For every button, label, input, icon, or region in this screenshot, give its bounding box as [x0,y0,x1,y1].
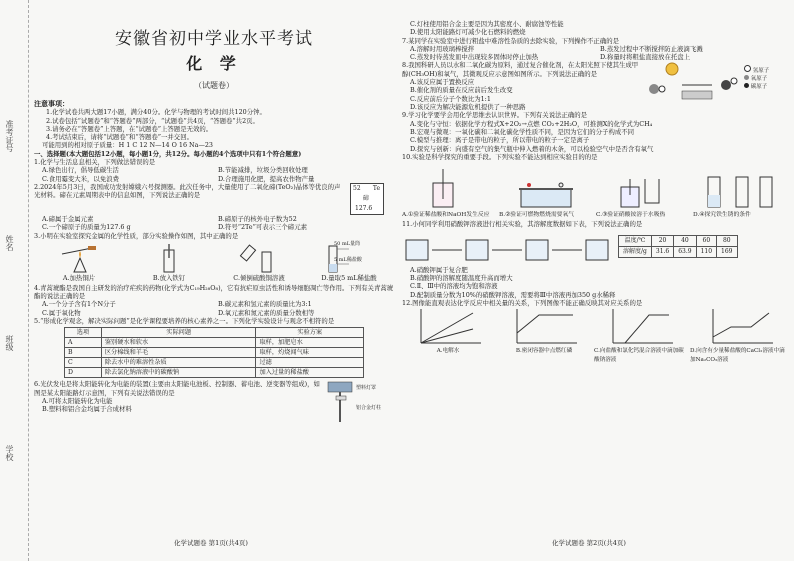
cylinder-label-top: 50 mL量筒 [334,240,361,247]
q3-figure-b [124,242,214,282]
q1-options [34,166,394,183]
table-row [65,348,364,358]
q10-options [402,211,790,219]
q9-option-c: C.模型与推理：离子是带电的粒子，所以带电的粒子一定是离子 [410,136,590,145]
q3-caption-a: A.加热铜片 [62,273,96,282]
atomic-masses: 可能用到的相对原子质量：H 1 C 12 N—14 O 16 Na—23 [42,141,213,150]
table-cell: A [65,338,102,348]
table-cell: 取样，灼烧闻气味 [256,348,364,358]
q3-figure-d [304,242,394,282]
section1-heading: 一、选择题(本大题包括12小题，每小题1分，共12分。每小题的4个选项中只有1个符合题意) [34,149,302,158]
page-footer-left: 化学试题卷 第1页(共4页) [174,538,248,547]
reaction-diagram [642,61,782,111]
element-symbol: Te [372,184,380,192]
table-row [65,338,364,348]
q5-table [64,327,364,378]
q12-graph-c [594,307,686,364]
q4-option-a: A.一个分子含有1个N分子 [42,300,116,309]
notice-item: 3.请务必在“答题卷”上答题，在“试题卷”上答题是无效的。 [46,124,213,133]
table-cell: 80 [717,236,737,247]
table-row [619,236,738,247]
q7-option-c: C.蒸发时待蒸发皿中出现较多固体时停止加热 [410,53,539,62]
question-11: 11.小何同学利用硝酸钾溶液进行相关实验，其溶解度数据如下表，下列说法正确的是 [402,219,643,228]
q3-caption-c: C.倾倒硫酸铜溶液 [233,273,285,282]
q11-figure-row [402,228,790,266]
table-cell: 169 [717,247,737,258]
combustion-drawing [513,169,583,209]
q4-option-c: C.属于氧化物 [42,308,81,317]
right-content [402,20,790,364]
table-row [65,358,364,368]
q1-option-c: C.食用霉变大米，以免浪费 [42,174,119,183]
table-cell: B [65,348,102,358]
solar-lamp-figure [324,380,384,422]
q8-option-b: B.催化剂的质量在反应前后发生改变 [410,86,513,95]
lamp-label-shade: 塑料灯罩 [356,385,377,392]
q8-option-c: C.反应前后分子个数比为1:1 [410,94,491,103]
q4-options [34,300,394,317]
right-column [402,0,790,561]
legend-oxygen: 氧原子 [744,75,769,83]
notice-heading: 注意事项： [34,99,69,108]
q5-header-option: 选项 [65,328,102,338]
iron-nail-drawing [144,244,194,274]
table-cell: 加入过量的稀盐酸 [256,368,364,378]
heating-copper-drawing [54,244,104,274]
legend-carbon: 碳原子 [744,83,769,91]
question-3: 3.小明在实验室探究金属的化学性质，部分实验操作如图，其中正确的是 [34,231,239,240]
q1-option-d: D.合理施用化肥，提高农作物产量 [218,174,315,183]
table-cell: 除去氯化钠溶液中的碳酸钠 [101,368,256,378]
q8-option-d: D.该反应为解决能源危机提供了一种思路 [410,102,526,111]
table-cell: 63.9 [674,247,696,258]
element-name: 碲 [363,194,370,202]
q10-figure-3 [596,163,693,209]
pouring-drawing [234,244,284,274]
q7-options [402,45,790,62]
question-2: 2.2024年5月3日，我国成功发射嫦娥六号探测器。此次任务中，大量使用了二氧化碲(TeO₂)晶体等优良的声光材料。碲在元素周期表中的信息如图，下列说法正确的是 [34,182,341,200]
q6-option-b: B.塑料和铝合金均属于合成材料 [42,405,132,414]
q3-figure-c [214,242,304,282]
question-9: 9.学习化学要学会用化学思维去认识世界。下列有关说法正确的是 [402,111,588,120]
q6-option-c: C.灯柱使用铝合金主要是因为其密度小、耐腐蚀等性能 [410,20,564,28]
q12-caption-c: C.向盐酸和氯化钙混合溶液中滴加碳酸钠溶液 [594,348,684,363]
lamp-label-pole: 铝合金灯柱 [356,405,382,412]
q10-option-b: B.②验证可燃物燃烧需要氧气 [499,212,575,219]
q9-option-a: A.变化与守恒：依据化学方程式X+2O₂→点燃 CO₂+2H₂O，可推测X的化学式为CH₄ [410,119,653,128]
question-8-wrap [402,61,790,111]
question-8-text [402,61,642,111]
beaker-drawing [421,169,481,209]
q3-figure-a [34,242,124,282]
q3-figures [34,242,394,282]
q5-header-plan: 实验方案 [256,328,364,338]
legend-hydrogen: 氢原子 [744,65,769,75]
table-cell: 110 [696,247,716,258]
question-10: 10.实验是科学探究的重要手段。下列实验不能达到相应实验目的的是 [402,152,598,161]
question-7: 7.某同学在实验室中进行粗盐中难溶性杂质的去除实验，下列操作不正确的是 [402,36,619,45]
table-cell: 溶解度/g [619,247,652,258]
table-cell: 温度/℃ [619,236,652,247]
page-footer-right: 化学试题卷 第2页(共4页) [552,538,626,547]
u-tube-drawing [615,169,675,209]
binding-label-id: 准考证号 [5,120,14,152]
q12-graph-d [690,307,790,364]
q11-option-a: A.硝酸钾属于复合肥 [410,265,468,274]
table-cell: 40 [674,236,696,247]
q7-option-d: D.称量时将粗盐直接放在托盘上 [600,53,691,62]
q2-options [34,215,394,232]
binding-label-class: 班级 [5,335,14,351]
binding-label-name: 姓名 [5,235,14,251]
question-6-text [34,380,324,422]
q10-figure-2 [499,163,596,209]
q11-option-d: D.配制质量分数为10%的硝酸钾溶液，需要将Ⅲ中溶液再加350 g水稀释 [410,290,616,299]
element-number: 52 [353,184,361,192]
q1-option-a: A.绿色出行，倡导低碳生活 [42,166,119,175]
element-tile [350,183,384,215]
solubility-table [618,235,738,258]
question-6-wrap [34,380,394,422]
q11-option-c: C.Ⅱ、Ⅲ中的溶液均为饱和溶液 [410,282,498,291]
table-cell: D [65,368,102,378]
q12-graph-a [402,307,494,364]
q2-option-c: C.一个碲原子的质量为127.6 g [42,223,131,232]
graph-b-drawing [509,307,579,347]
q12-graph-b [498,307,590,364]
table-cell: 鉴别硬水和软水 [101,338,256,348]
q9-option-d: D.探究与创新：向盛有空气的集气瓶中伸入燃着的木条，可以检验空气中是否含有氧气 [410,144,654,153]
q2-option-a: A.碲属于金属元素 [42,214,94,223]
table-cell: 取样，加肥皂水 [256,338,364,348]
exam-subject: 化 学 [186,54,242,73]
notice-block [34,100,394,422]
q10-figure-4 [693,163,790,209]
q4-option-b: B.碳元素和氢元素的质量比为3:1 [218,300,312,309]
q12-graphs [402,307,790,364]
dissolution-process-drawing [402,230,612,264]
reaction-legend [744,65,769,91]
q5-header-problem: 实际问题 [101,328,256,338]
q7-option-a: A.溶解时用玻璃棒搅拌 [410,44,475,53]
q3-caption-b: B.放入铁钉 [152,273,186,282]
left-column [34,0,394,561]
q2-option-d: D.符号“2Te”可表示三个碲元素 [218,223,307,232]
exam-subject-note: （试题卷） [194,81,234,90]
table-cell: 60 [696,236,716,247]
table-cell: 20 [651,236,673,247]
q9-option-b: B.宏观与微观：一氧化碳和二氧化碳化学性质不同，是因为它们的分子构成不同 [410,128,635,137]
notice-item: 1.化学试卷共两大题17小题，满分40分。化学与物理的考试时间共120分钟。 [46,108,266,117]
graph-d-drawing [705,307,775,347]
notice-item: 2.试卷包括“试题卷”和“答题卷”两部分，“试题卷”共4页，“答题卷”共2页。 [46,116,259,125]
q12-caption-b: B.密闭容器中点燃红磷 [515,348,573,355]
q7-option-b: B.蒸发过程中不断搅拌防止液滴飞溅 [600,44,703,53]
q4-option-d: D.氧元素和氮元素的质量分数相等 [218,308,315,317]
q10-option-a: A.①验证稀盐酸和NaOH发生反应 [402,212,490,219]
binding-strip [0,0,29,561]
question-1: 1.化学与生活息息相关，下列做法错误的是 [34,158,156,167]
graph-c-drawing [605,307,675,347]
q10-option-c: C.③验证硝酸铵溶于水吸热 [596,212,666,219]
notice-item: 4.考试结束后，请将“试题卷”和“答题卷”一并交回。 [46,133,193,142]
q3-caption-d: D.量取5 mL稀盐酸 [321,273,377,282]
question-6: 6.光伏发电是将太阳能转化为电能的装置(主要由太阳能电池板、控制器、蓄电池、逆变器等组成)，如图是某太阳能路灯示意图，下列有关说法错误的是 [34,380,320,397]
question-12: 12.图像能直观表达化学反应中相关量的关系，下列图像不能正确反映其对应关系的是 [402,299,643,308]
cylinder-label-bottom: 5 mL稀盐酸 [334,256,362,263]
q11-option-b: B.硝酸钾的溶解度随温度升高而增大 [410,274,513,283]
q6-option-a: A.可将太阳能转化为电能 [42,396,113,405]
table-cell: 31.6 [651,247,673,258]
table-cell: 过滤 [256,358,364,368]
table-cell: 除去水中的难溶性杂质 [101,358,256,368]
graph-a-drawing [413,307,483,347]
q12-caption-d: D.向含有少量稀盐酸的CaCl₂溶液中滴加Na₂CO₃溶液 [690,348,785,363]
binding-label-school: 学校 [5,445,14,461]
table-cell: 区分棉线和羊毛 [101,348,256,358]
q12-caption-a: A.电解水 [436,348,460,355]
table-cell: C [65,358,102,368]
question-5: 5.“形成化学观念，解决实际问题”是化学课程要培养的核心素养之一。下列化学实验设计与观念不相符的是 [34,317,335,326]
rust-tubes-drawing [702,169,782,209]
q10-figure-1 [402,163,499,209]
q6-option-d: D.使用太阳能路灯可减少化石燃料的燃烧 [410,28,526,37]
question-8: 8.我国科研人员以水和二氧化碳为原料，通过复合催化剂，在太阳光照下使其生成甲醇(CH₃OH)和氧气，其微观反应示意图如图所示。下列说法正确的是 [402,61,639,78]
element-mass: 127.6 [355,204,373,212]
q1-option-b: B.节能减排，垃圾分类回收处理 [218,166,308,175]
q10-figures [402,163,790,209]
question-2-wrap [34,183,394,215]
question-4: 4.青蒿琥酯是我国自主研发的治疗疟疾的药物(化学式为C₁₉H₂₈O₈)，它有抗疟原虫活性和诱导细胞凋亡等作用。下列有关青蒿琥酯的说法正确的是 [34,283,394,301]
table-row [619,247,738,258]
q2-option-b: B.碲原子的核外电子数为52 [218,214,297,223]
q8-option-a: A.该反应属于置换反应 [410,78,475,87]
q10-option-d: D.④探究铁生锈的条件 [693,212,751,219]
exam-title: 安徽省初中学业水平考试 [115,29,313,49]
table-row [65,368,364,378]
reaction-diagram-drawing [642,61,742,107]
